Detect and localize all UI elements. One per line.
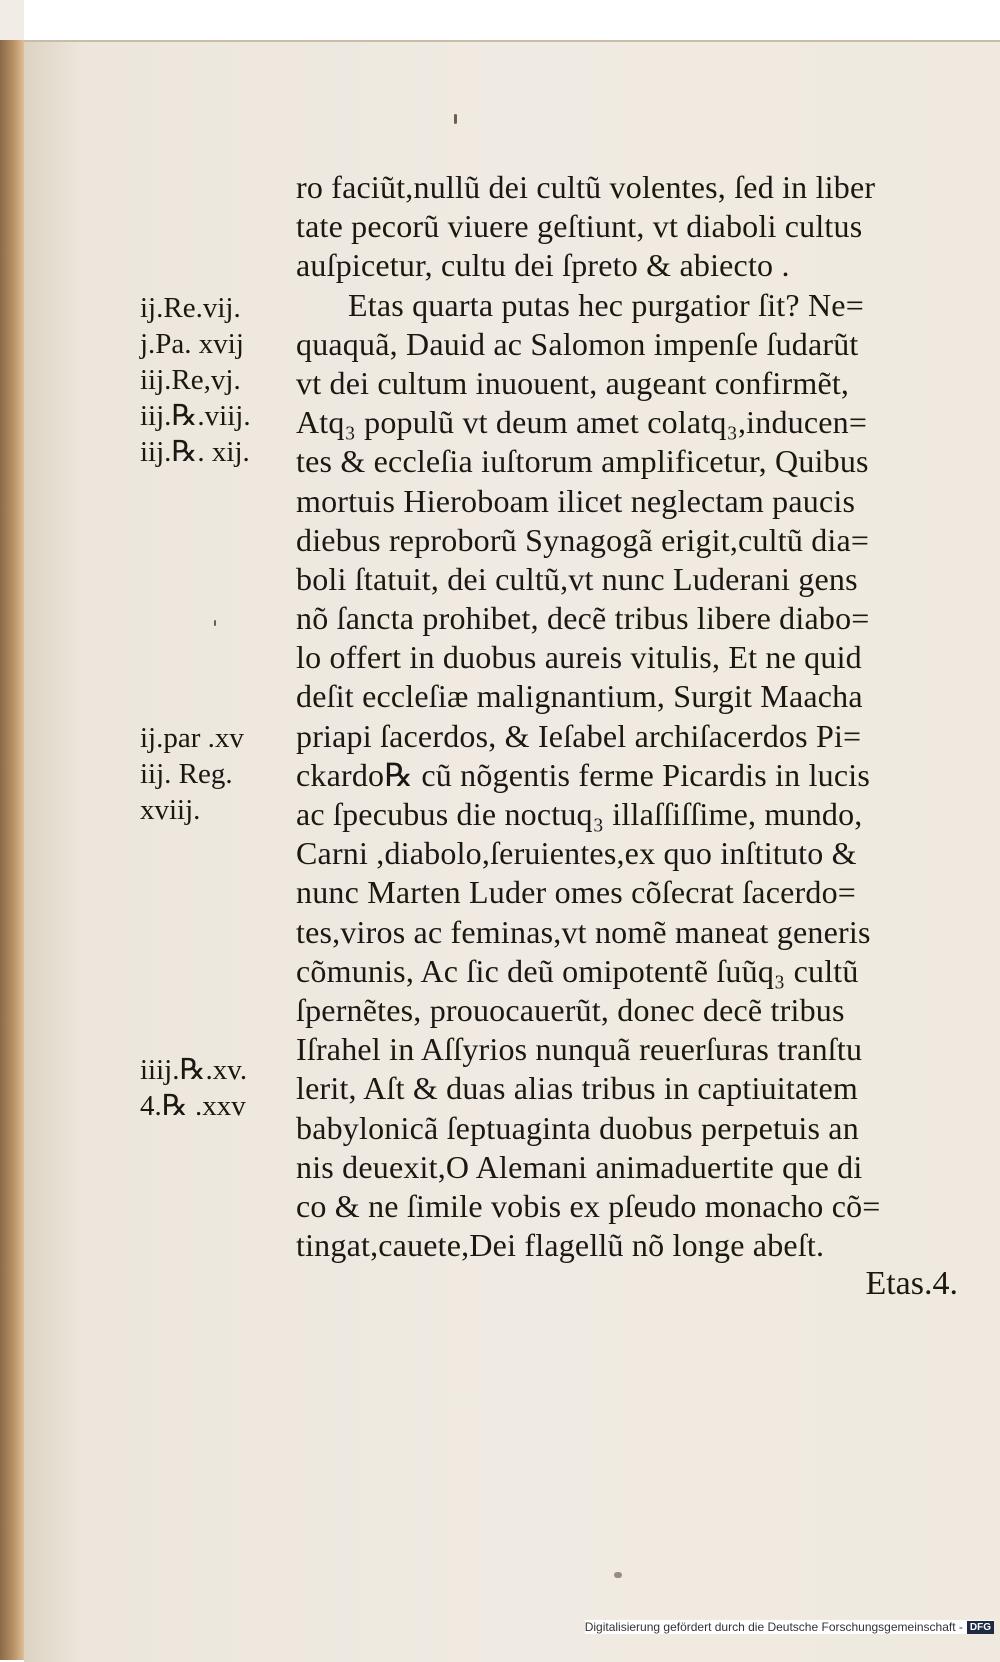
catchword: Etas.4. bbox=[865, 1265, 958, 1302]
margin-notes-group-2 bbox=[140, 720, 290, 828]
text-line: diebus reproborũ Synagogã erigit,cultũ dia= bbox=[296, 521, 870, 558]
credit-text: Digitalisierung gefördert durch die Deutsche Forschungsgemeinschaft - bbox=[584, 1620, 963, 1634]
margin-notes-group-1 bbox=[140, 290, 290, 470]
text-line: babylonicã ſeptuaginta duobus perpetuis an bbox=[296, 1109, 859, 1146]
margin-note: iiij.℞.xv. bbox=[140, 1054, 248, 1086]
text-line: Iſrahel in Aſſyrios nunquã reuerſuras tranſtu bbox=[296, 1031, 863, 1068]
text-line: boli ſtatuit, dei cultũ,vt nunc Luderani gens bbox=[296, 560, 858, 597]
margin-note: iij. Reg. bbox=[140, 758, 233, 790]
text-line: tes,viros ac feminas,vt nomẽ maneat generis bbox=[296, 913, 871, 950]
text-line: mortuis Hieroboam ilicet neglectam paucis bbox=[296, 482, 856, 519]
text-line: nõ ſancta prohibet, decẽ tribus libere diabo= bbox=[296, 600, 870, 637]
ink-speck bbox=[454, 114, 457, 124]
text-line: auſpicetur, cultu dei ſpreto & abiecto . bbox=[296, 247, 790, 284]
text-line: cõmunis, Ac ſic deũ omipotentẽ ſuũq₃ cultũ bbox=[296, 952, 859, 989]
text-line: ckardo℞ cũ nõgentis ferme Picardis in lucis bbox=[296, 756, 871, 793]
margin-note: j.Pa. xvij bbox=[140, 328, 244, 360]
text-line: lo offert in duobus aureis vitulis, Et ne quid bbox=[296, 639, 862, 676]
text-line: ſpernẽtes, prouocauerũt, donec decẽ tribus bbox=[296, 991, 845, 1028]
text-line: deſit eccleſiæ malignantium, Surgit Maacha bbox=[296, 678, 863, 715]
text-line: co & ne ſimile vobis ex pſeudo monacho cõ= bbox=[296, 1187, 881, 1224]
text-line: Carni ,diabolo,ſeruientes,ex quo inſtituto & bbox=[296, 835, 857, 872]
margin-note: 4.℞ .xxv bbox=[140, 1090, 246, 1122]
text-line: nunc Marten Luder omes cõſecrat ſacerdo= bbox=[296, 874, 857, 911]
margin-note: iij.℞.viij. bbox=[140, 400, 251, 432]
text-line: quaquã, Dauid ac Salomon impenſe ſudarũt bbox=[296, 325, 859, 362]
text-line: Atq₃ populũ vt deum amet colatq₃,inducen= bbox=[296, 404, 868, 441]
margin-note: xviij. bbox=[140, 794, 201, 826]
text-line: tate pecorũ viuere geſtiunt, vt diaboli cultus bbox=[296, 208, 863, 245]
text-line: priapi ſacerdos, & Ieſabel archiſacerdos Pi= bbox=[296, 717, 862, 754]
margin-note: ij.Re.vij. bbox=[140, 292, 241, 324]
text-line: lerit, Aſt & duas alias tribus in captiuitatem bbox=[296, 1070, 858, 1107]
ink-speck bbox=[614, 1572, 622, 1578]
margin-note: iij.℞. xij. bbox=[140, 436, 250, 468]
text-line: Etas quarta putas hec purgatior ſit? Ne= bbox=[348, 286, 864, 323]
ink-speck bbox=[214, 620, 216, 626]
margin-note: ij.par .xv bbox=[140, 722, 244, 754]
text-line: ro faciũt,nullũ dei cultũ volentes, ſed in liber bbox=[296, 169, 876, 205]
text-line: tingat,cauete,Dei flagellũ nõ longe abeſt. bbox=[296, 1227, 825, 1264]
body-text bbox=[296, 168, 976, 1265]
scan-top-margin bbox=[24, 0, 1000, 40]
dfg-logo: DFG bbox=[967, 1621, 994, 1634]
text-line: ac ſpecubus die noctuq₃ illaſſiſſime, mundo, bbox=[296, 796, 863, 832]
digitization-credit bbox=[585, 1620, 994, 1634]
margin-note: iij.Re,vj. bbox=[140, 364, 241, 396]
text-line: tes & eccleſia iuſtorum amplificetur, Quibus bbox=[296, 443, 869, 480]
text-line: vt dei cultum inuouent, augeant confirmẽt, bbox=[296, 364, 850, 401]
margin-notes-group-3 bbox=[140, 1052, 290, 1124]
text-line: nis deuexit,O Alemani animaduertite que di bbox=[296, 1148, 863, 1185]
